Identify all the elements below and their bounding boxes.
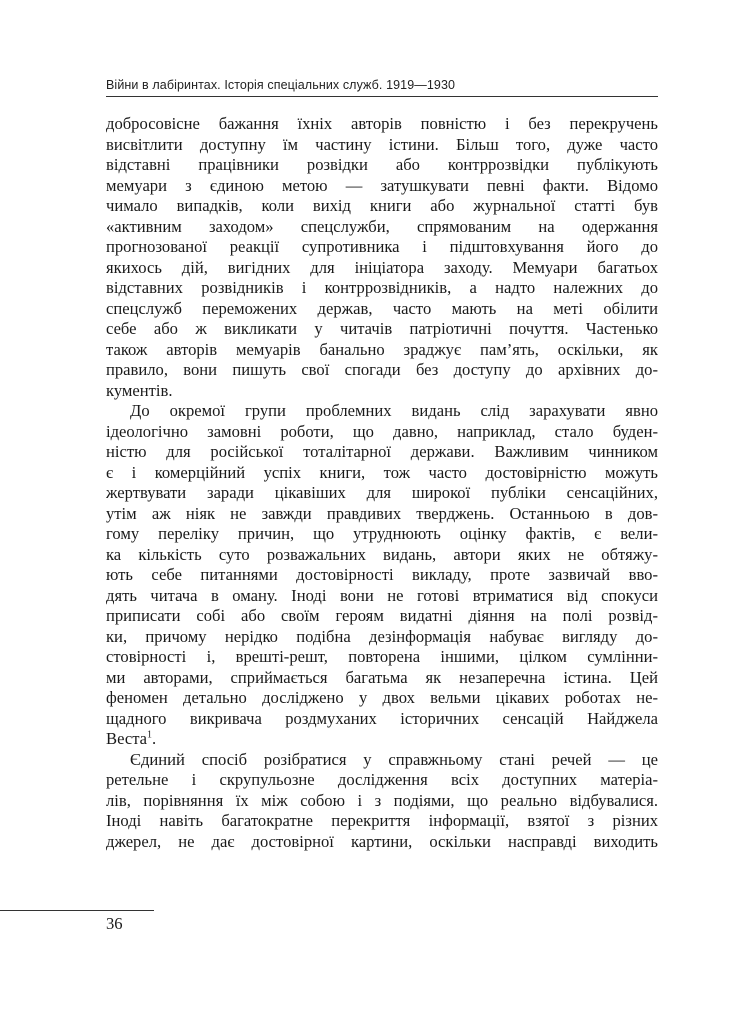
text-line: якихось дій, вигідних для ініціатора заходу. Мемуари багатьох xyxy=(106,257,658,277)
text-line: Єдиний спосіб розібратися у справжньому стані речей — це xyxy=(130,749,658,769)
text-line: До окремої групи проблемних видань слід зарахувати явно xyxy=(130,401,658,420)
text-line: також авторів мемуарів банально зраджує пам’ять, оскільки, як xyxy=(106,339,658,359)
page-number: 36 xyxy=(106,914,123,933)
text-line: відставні працівники розвідки або контррозвідки публікують xyxy=(106,155,658,174)
footnote-rule xyxy=(0,910,154,911)
text-line: спецслужб переможених держав, часто мають на меті обілити xyxy=(106,298,658,318)
text-line: ідеологічно замовні роботи, що давно, наприклад, стало буден- xyxy=(106,421,658,441)
text-line: ють себе питаннями достовірності викладу, проте зазвичай вво- xyxy=(106,565,658,584)
text-line: себе або ж викликати у читачів патріотичні почуття. Частенько xyxy=(106,319,658,338)
text-line: «активним заходом» спецслужби, спрямованим на одержання xyxy=(106,216,658,236)
text-line: ми авторами, сприймається багатьма як незаперечна істина. Цей xyxy=(106,667,658,687)
text-line: лів, порівняння їх між собою і з подіями, що реально відбувалися. xyxy=(106,790,658,810)
text-line: джерел, не дає достовірної картини, оскільки насправді виходить xyxy=(106,831,658,851)
text-line: мемуари з єдиною метою — затушкувати певні факти. Відомо xyxy=(106,175,658,195)
text-line: дять читача в оману. Іноді вони не готові втриматися від спокуси xyxy=(106,585,658,605)
footnote-marker[interactable]: 1 xyxy=(147,729,153,741)
text-line: гому переліку причин, що утруднюють оцінку фактів, є вели- xyxy=(106,524,658,543)
text-fragment: . xyxy=(152,729,157,748)
header-rule xyxy=(106,96,658,97)
text-line: ка кількість суто розважальних видань, автори яких не обтяжу- xyxy=(106,544,658,564)
text-line: ністю для російської тоталітарної держави. Важливим чинником xyxy=(106,442,658,461)
body-text xyxy=(106,114,658,852)
running-head: Війни в лабіринтах. Історія спеціальних служб. 1919—1930 xyxy=(106,78,456,92)
text-line: феномен детально досліджено у двох вельми цікавих роботах не- xyxy=(106,688,658,707)
text-line: добросовісне бажання їхніх авторів повністю і без перекручень xyxy=(106,114,658,133)
text-line: стовірності і, врешті-решт, повторена іншими, цілком сумлінни- xyxy=(106,647,658,666)
text-line: прогнозованої реакції супротивника і підштовхування його до xyxy=(106,237,658,256)
text-line: є і комерційний успіх книги, тож часто достовірністю можуть xyxy=(106,462,658,482)
text-line: щадного викривача роздмуханих історичних сенсацій Найджела xyxy=(106,708,658,728)
text-line: ки, причому нерідко подібна дезінформація набуває вигляду до- xyxy=(106,626,658,646)
text-line-with-footnote xyxy=(106,729,658,750)
text-line: правило, вони пишуть свої спогади без доступу до архівних до- xyxy=(106,360,658,379)
text-line: приписати собі або своїм героям видатні діяння на полі розвід- xyxy=(106,606,658,625)
text-fragment: Веста xyxy=(106,729,148,748)
text-line: жертвувати заради цікавіших для широкої публіки сенсаційних, xyxy=(106,483,658,502)
text-line: утім аж ніяк не завжди правдивих тверджень. Останньою в дов- xyxy=(106,503,658,523)
text-line: відставних розвідників і контррозвідників, а надто належних до xyxy=(106,278,658,297)
text-line: Іноді навіть багатократне перекриття інформації, взятої з різних xyxy=(106,811,658,830)
text-line: висвітлити доступну їм частину істини. Більш того, дуже часто xyxy=(106,134,658,154)
text-line: чимало випадків, коли вихід книги або журнальної статті був xyxy=(106,196,658,215)
text-line: ретельне і скрупульозне дослідження всіх доступних матеріа- xyxy=(106,770,658,789)
text-line: кументів. xyxy=(106,380,173,400)
